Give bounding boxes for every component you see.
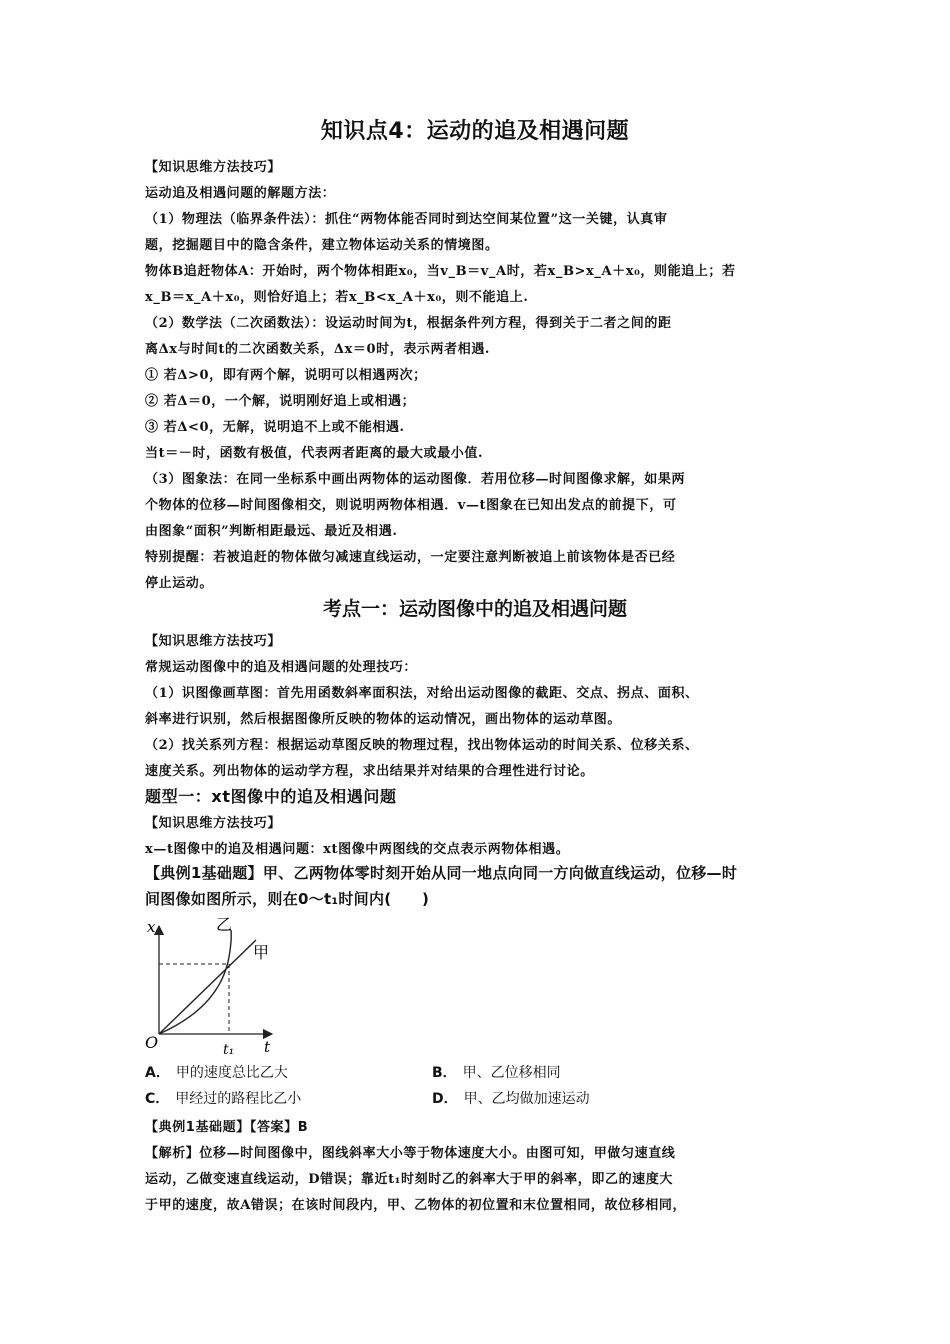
text-line: 斜率进行识别，然后根据图像所反映的物体的运动情况，画出物体的运动草图。 — [145, 712, 622, 727]
question-text: 间图像如图所示，则在0～t₁时间内( ) — [145, 890, 430, 908]
text-line: ② 若Δ＝0，一个解，说明刚好追上或相遇； — [145, 394, 416, 409]
yi-label: 乙 — [216, 915, 233, 934]
option-d-text: 甲、乙均做加速运动 — [463, 1091, 590, 1107]
analysis-line: 于甲的速度，故A错误；在该时间段内，甲、乙物体的初位置和末位置相同，故位移相同， — [145, 1198, 687, 1213]
text-line: （1）物理法（临界条件法）：抓住“两物体能否同时到达空间某位置”这一关键，认真审 — [145, 212, 668, 227]
text-line: 特别提醒：若被追赶的物体做匀减速直线运动，一定要注意判断被追上前该物体是否已经 — [145, 550, 676, 565]
xt-graph — [140, 912, 290, 1060]
page-title: 知识点4：运动的追及相遇问题 — [320, 119, 630, 144]
text-line: （1）识图像画草图：首先用函数斜率面积法，对给出运动图像的截距、交点、拐点、面积、 — [145, 686, 699, 701]
text-line: （2）找关系列方程：根据运动草图反映的物理过程，找出物体运动的时间关系、位移关系、 — [145, 738, 699, 753]
section-tag: 【知识思维方法技巧】 — [145, 816, 282, 831]
text-line: 题，挖掘题目中的隐含条件，建立物体运动关系的情境图。 — [145, 238, 499, 253]
text-line: （2）数学法（二次函数法）：设运动时间为t，根据条件列方程，得到关于二者之间的距 — [145, 316, 672, 331]
section-tag: 【知识思维方法技巧】 — [145, 160, 282, 175]
text-line: 运动追及相遇问题的解题方法： — [145, 186, 336, 201]
question-type-title: 题型一：xt图像中的追及相遇问题 — [145, 787, 397, 806]
option-a — [145, 1062, 288, 1082]
x-axis-label: t — [264, 1038, 271, 1056]
text-line: 常规运动图像中的追及相遇问题的处理技巧： — [145, 660, 418, 675]
analysis-line: 运动，乙做变速直线运动，D错误；靠近t₁时刻时乙的斜率大于甲的斜率，即乙的速度大 — [145, 1172, 673, 1187]
option-b-key: B． — [432, 1065, 457, 1081]
y-axis-label: x — [147, 918, 156, 936]
text-line: 速度关系。列出物体的运动学方程，求出结果并对结果的合理性进行讨论。 — [145, 764, 594, 779]
option-b — [432, 1062, 561, 1082]
section-title: 考点一：运动图像中的追及相遇问题 — [322, 598, 627, 620]
text-line: （3）图象法：在同一坐标系中画出两物体的运动图像．若用位移—时间图像求解，如果两 — [145, 472, 686, 487]
option-d — [432, 1088, 590, 1108]
text-line: 个物体的位移—时间图像相交，则说明两物体相遇．v—t图象在已知出发点的前提下，可 — [145, 498, 677, 513]
jia-label: 甲 — [253, 943, 270, 962]
text-line: 离Δx与时间t的二次函数关系，Δx＝0时，表示两者相遇. — [145, 342, 491, 357]
jia-line — [159, 940, 256, 1034]
text-line: ③ 若Δ<0，无解，说明追不上或不能相遇. — [145, 420, 405, 435]
text-line: x_B＝x_A＋x₀，则恰好追上；若x_B<x_A＋x₀，则不能追上. — [145, 290, 529, 305]
t1-label: t₁ — [223, 1042, 235, 1058]
text-line: 物体B追赶物体A：开始时，两个物体相距x₀，当v_B＝v_A时，若x_B>x_A＋x₀，则能追上；若 — [145, 264, 736, 279]
section-tag: 【知识思维方法技巧】 — [145, 634, 282, 649]
option-c-key: C． — [145, 1091, 170, 1107]
option-d-key: D． — [432, 1091, 458, 1107]
option-a-key: A． — [145, 1065, 170, 1081]
option-c — [145, 1088, 301, 1108]
origin-label: O — [145, 1033, 159, 1052]
text-line: x—t图像中的追及相遇问题：xt图像中两图线的交点表示两物体相遇。 — [145, 842, 570, 857]
text-line: 由图象“面积”判断相距最远、最近及相遇. — [145, 524, 398, 539]
option-a-text: 甲的速度总比乙大 — [175, 1065, 288, 1081]
yi-curve — [159, 930, 231, 1034]
option-b-text: 甲、乙位移相同 — [462, 1065, 561, 1081]
answer-line: 【典例1基础题】【答案】B — [145, 1120, 309, 1135]
option-c-text: 甲经过的路程比乙小 — [175, 1091, 302, 1107]
text-line: 当t＝－时，函数有极值，代表两者距离的最大或最小值. — [145, 446, 484, 461]
text-line: 停止运动。 — [145, 576, 214, 591]
question-text: 【典例1基础题】甲、乙两物体零时刻开始从同一地点向同一方向做直线运动，位移—时 — [145, 864, 738, 882]
analysis-line: 【解析】位移—时间图像中，图线斜率大小等于物体速度大小。由图可知，甲做匀速直线 — [145, 1146, 676, 1161]
text-line: ① 若Δ>0，即有两个解，说明可以相遇两次； — [145, 368, 427, 383]
